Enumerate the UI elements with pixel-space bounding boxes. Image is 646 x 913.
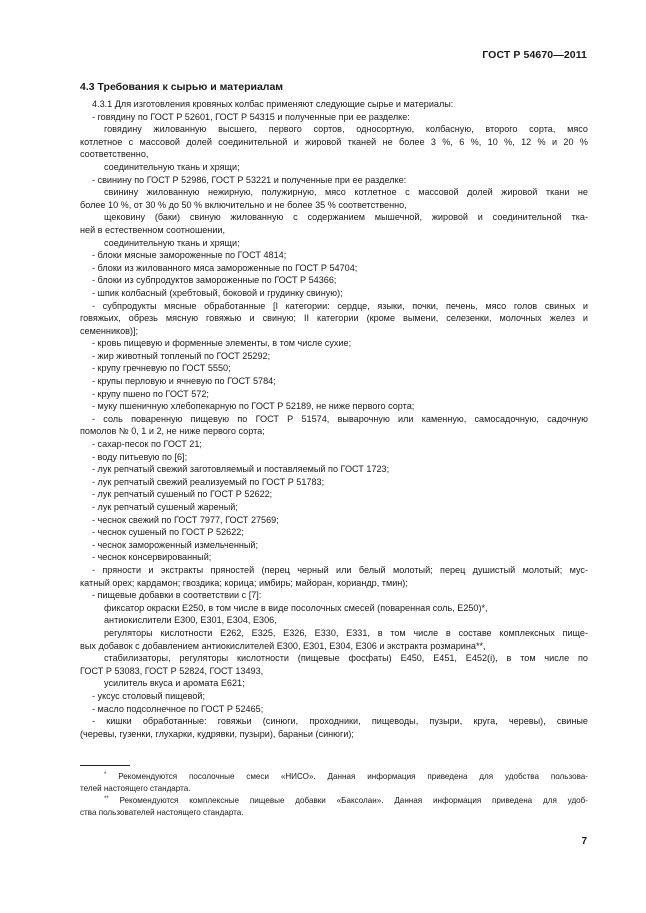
text-line: - блоки из субпродуктов замороженные по ГОСТ Р 54366; bbox=[92, 275, 337, 286]
text-line: усилитель вкуса и аромата Е621; bbox=[104, 678, 245, 689]
text-line: (черевы, гузенки, глухарки, кудрявки, пузыри), бараньи (синюги); bbox=[80, 728, 354, 739]
text-line: - воду питьевую по [6]; bbox=[92, 451, 188, 462]
text-line: катный орех; кардамон; гвоздика; корица; имбирь; майоран, кориандр, тмин); bbox=[80, 577, 408, 588]
text-line: - крупы перловую и ячневую по ГОСТ 5784; bbox=[92, 376, 276, 387]
footnote-line: ства пользователей настоящего стандарта. bbox=[80, 808, 244, 817]
text-line: - крупу гречневую по ГОСТ 5550; bbox=[92, 363, 231, 374]
footnote-line bbox=[80, 771, 588, 783]
text-line: - лук репчатый сушеный жареный; bbox=[92, 502, 238, 512]
text-line: соответственно, bbox=[80, 149, 149, 160]
text-line: говядину жилованную высшего, первого сортов, односортную, колбасную, второго сорта, мясо bbox=[104, 124, 588, 135]
text-line: антиокислители Е300, Е301, Е304, Е306, bbox=[104, 615, 277, 626]
text-line: - пряности и экстракты пряностей (перец черный или белый молотый; перец душистый молотый; мус- bbox=[92, 564, 588, 575]
text-line: - лук репчатый свежий заготовляемый и поставляемый по ГОСТ 1723; bbox=[92, 464, 390, 475]
text-line: - кишки обработанные: говяжьи (синюги, проходники, пищеводы, пузыри, круга, черевы), свиные bbox=[92, 716, 588, 727]
section-title: 4.3 Требования к сырью и материалам bbox=[80, 81, 284, 93]
text-line: соединительную ткань и хрящи; bbox=[104, 161, 240, 172]
text-line: - чеснок свежий по ГОСТ 7977, ГОСТ 27569; bbox=[92, 514, 279, 525]
text-line: - свинину по ГОСТ Р 52986, ГОСТ Р 53221 и полученные при ее разделке: bbox=[92, 174, 407, 185]
text-line: помолов № 0, 1 и 2, не ниже первого сорта; bbox=[80, 426, 265, 437]
text-line: вых добавок с добавлением антиокислителей Е300, Е301, Е304, Е306 и экстракта розмарина**, bbox=[80, 640, 486, 651]
text-line: соединительную ткань и хрящи; bbox=[104, 237, 240, 248]
text-line: - шпик колбасный (хребтовый, боковой и грудинку свиную); bbox=[92, 287, 343, 298]
text-line: - муку пшеничную хлебопекарную по ГОСТ Р 52189, не ниже первого сорта; bbox=[92, 401, 415, 412]
footnote-divider bbox=[80, 765, 130, 766]
text-line: - блоки мясные замороженные по ГОСТ 4814; bbox=[92, 250, 287, 261]
text-line: - кровь пищевую и форменные элементы, в том числе сухие; bbox=[92, 338, 352, 349]
footnote-2 bbox=[80, 795, 588, 819]
footnote-marker: * bbox=[104, 772, 107, 778]
text-line: - лук репчатый сушеный по ГОСТ Р 52622; bbox=[92, 489, 273, 500]
text-line: - чеснок сушеный по ГОСТ Р 52622; bbox=[92, 527, 244, 538]
text-line: - говядину по ГОСТ Р 52601, ГОСТ Р 54315 и полученные при ее разделке: bbox=[92, 111, 410, 122]
footnote-text: Рекомендуются комплексные пищевые добавки «Баксолан». Данная информация приведена для удоб- bbox=[119, 796, 589, 805]
body-text bbox=[80, 98, 588, 740]
text-line: семенников)]; bbox=[80, 325, 139, 336]
text-line: - субпродукты мясные обработанные [I категории: сердце, языки, почки, печень, мясо голов свиных и bbox=[92, 300, 588, 311]
footnote-1 bbox=[80, 771, 588, 795]
text-line: - чеснок консервированный; bbox=[92, 552, 212, 563]
text-line: - сахар-песок по ГОСТ 21; bbox=[92, 439, 202, 450]
text-line: - крупу пшено по ГОСТ 572; bbox=[92, 388, 209, 399]
text-line: - соль поваренную пищевую по ГОСТ Р 51574, выварочную или каменную, самосадочную, садочную bbox=[92, 413, 588, 424]
text-line: 4.3.1 Для изготовления кровяных колбас применяют следующие сырье и материалы: bbox=[92, 99, 454, 109]
text-line: стабилизаторы, регуляторы кислотности (пищевые фосфаты) Е450, Е451, Е452(i), в том числе по bbox=[104, 653, 588, 664]
text-line: - жир животный топленый по ГОСТ 25292; bbox=[92, 350, 271, 361]
text-line: - уксус столовый пищевой; bbox=[92, 690, 205, 701]
text-line: щековину (баки) свиную жилованную с содержанием мышечной, жировой и соединительной тка- bbox=[104, 212, 588, 223]
text-line: регуляторы кислотности Е262, Е325, Е326, Е330, Е331, в том числе в составе комплексных пище- bbox=[104, 627, 588, 638]
text-line: - лук репчатый свежий реализуемый по ГОСТ Р 51783; bbox=[92, 476, 325, 487]
text-line: ней в естественном соотношении, bbox=[80, 224, 226, 235]
text-line: - масло подсолнечное по ГОСТ Р 52465; bbox=[92, 703, 264, 714]
text-line: свинину жилованную нежирную, полужирную, мясо котлетное с массовой долей жировой ткани не bbox=[104, 187, 588, 198]
text-line: фиксатор окраски Е250, в том числе в виде посолочных смесей (поваренная соль, Е250)*, bbox=[104, 602, 488, 613]
footnote-text: Рекомендуются посолочные смеси «НИСО». Данная информация приведена для удобства пользова- bbox=[118, 772, 589, 781]
standard-number-header: ГОСТ Р 54670—2011 bbox=[482, 49, 587, 61]
footnote-line bbox=[80, 795, 588, 807]
text-line: - пищевые добавки в соответствии с [7]: bbox=[92, 590, 262, 601]
text-line: - чеснок замороженный измельченный; bbox=[92, 539, 259, 550]
footnote-marker: ** bbox=[104, 796, 109, 802]
page-number: 7 bbox=[581, 836, 587, 847]
text-line: - блоки из жилованного мяса замороженные по ГОСТ Р 54704; bbox=[92, 262, 358, 273]
footnote-line: телей настоящего стандарта. bbox=[80, 784, 191, 793]
text-line: более 10 %, от 30 % до 50 % включительно и не более 35 % соответственно, bbox=[80, 199, 407, 210]
text-line: котлетное с массовой долей соединительной и жировой тканей не более 3 %, 6 %, 10 %, 12 % и 20 % bbox=[80, 136, 588, 147]
text-line: говяжьих, обрезь мясную говяжью и свиную; II категории (кроме вымени, селезенки, молочных желез и bbox=[80, 313, 588, 324]
text-line: ГОСТ Р 53083, ГОСТ Р 52824, ГОСТ 13493, bbox=[80, 665, 264, 676]
